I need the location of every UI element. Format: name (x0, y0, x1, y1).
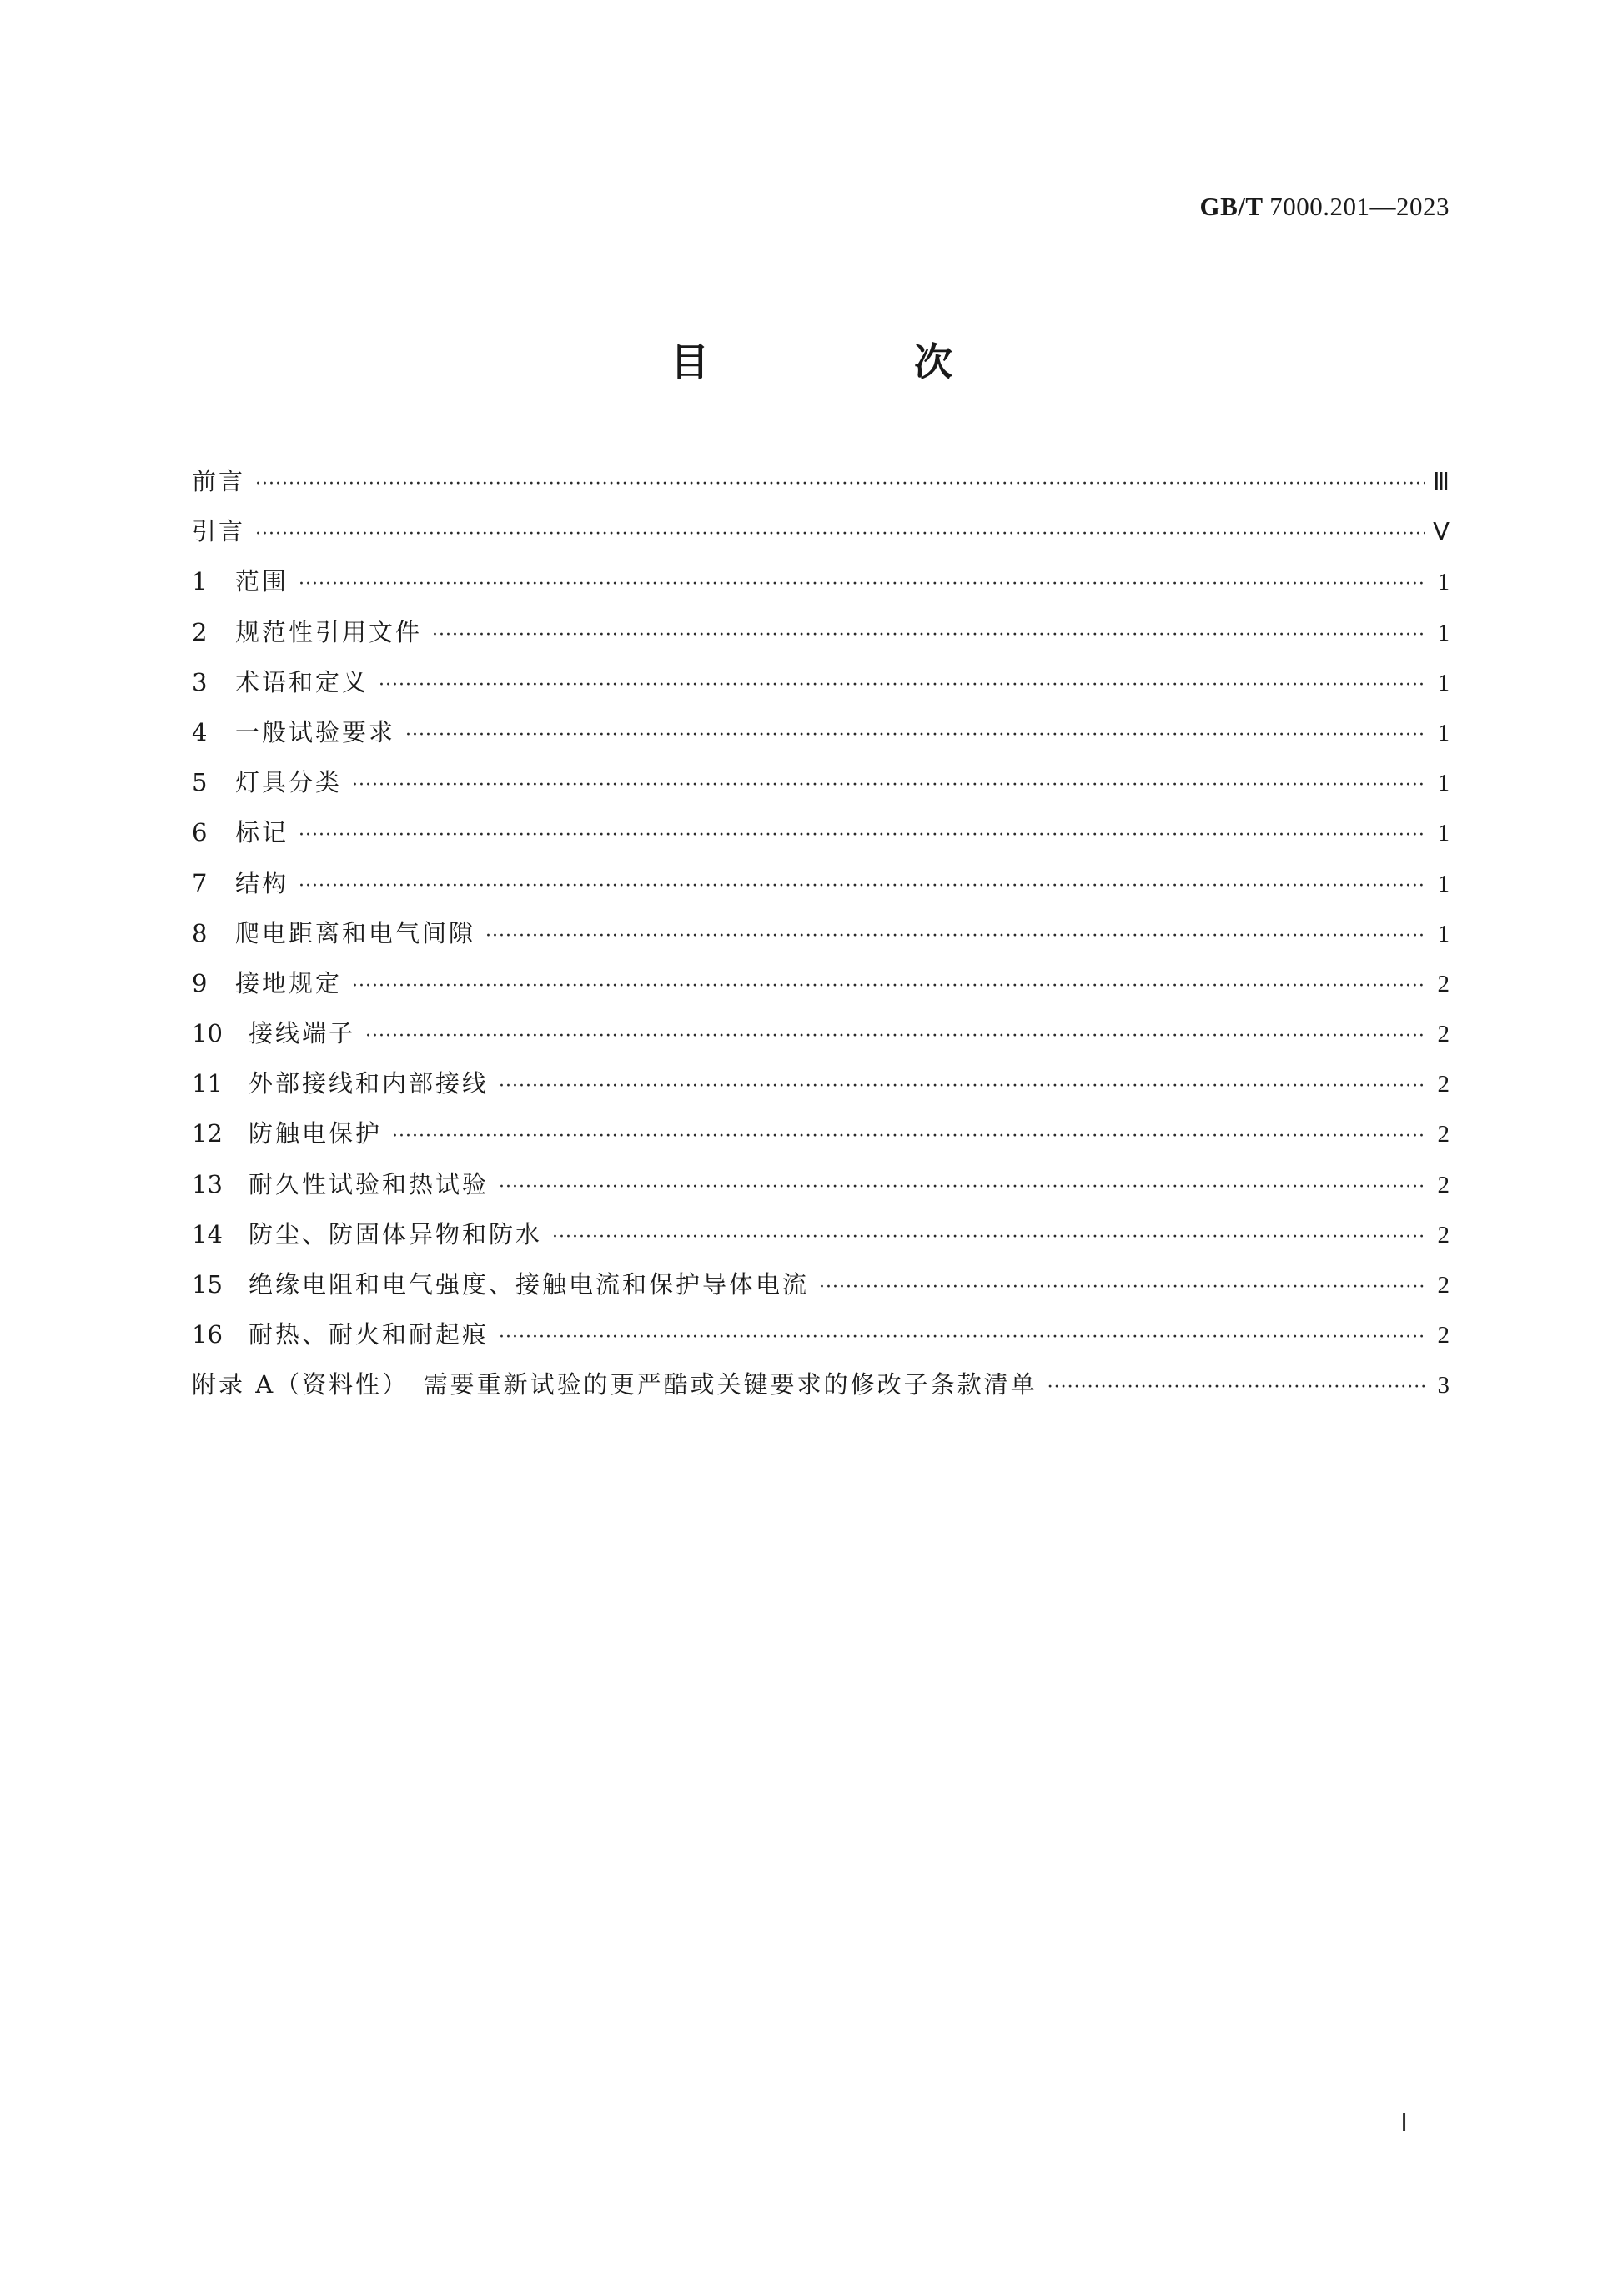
page-title: 目 次 (671, 339, 1036, 384)
toc-entry-label: 引言 (192, 517, 246, 546)
toc-entry-label: 附录 A（资料性） 需要重新试验的更严酷或关键要求的修改子条款清单 (192, 1370, 1038, 1399)
toc-dot-leader (299, 876, 1425, 897)
toc-entry-label: 灯具分类 (235, 768, 343, 797)
toc-entry-page: 1 (1437, 669, 1450, 696)
toc-entry-label: 标记 (235, 818, 289, 847)
toc-entry-label: 范围 (235, 567, 289, 596)
toc-entry-label: 防尘、防固体异物和防水 (249, 1219, 543, 1248)
toc-dot-leader (379, 675, 1425, 696)
standard-number: 7000.201—2023 (1269, 192, 1450, 221)
toc-dot-leader (299, 825, 1425, 846)
toc-dot-leader (255, 524, 1425, 545)
toc-entry-page: 1 (1437, 870, 1450, 897)
toc-entry-label: 一般试验要求 (235, 717, 396, 746)
toc-entry-number: 11 (192, 1069, 223, 1098)
toc-entry-label: 耐热、耐火和耐起痕 (249, 1320, 490, 1349)
toc-dot-leader (819, 1277, 1425, 1298)
toc-dot-leader (299, 574, 1425, 595)
toc-entry-number: 8 (192, 918, 208, 947)
toc-entry[interactable] (192, 764, 1450, 814)
toc-entry-page: 2 (1437, 1171, 1450, 1198)
toc-entry[interactable] (192, 664, 1450, 714)
toc-entry-page: 1 (1437, 920, 1450, 947)
toc-entry-number: 5 (192, 768, 208, 797)
toc-entry-number: 16 (192, 1320, 223, 1349)
toc-entry-number: 14 (192, 1219, 223, 1248)
toc-entry-page: 2 (1437, 970, 1450, 997)
standard-prefix: GB/T (1199, 192, 1263, 221)
toc-entry-page: 1 (1437, 619, 1450, 646)
toc-entry-label: 接线端子 (249, 1019, 356, 1048)
toc-dot-leader (352, 976, 1425, 997)
toc-entry-number: 10 (192, 1019, 223, 1048)
toc-entry-label: 爬电距离和电气间隙 (235, 918, 476, 947)
toc-entry-label: 结构 (235, 868, 289, 897)
page-number: Ⅰ (1400, 2109, 1408, 2137)
toc-dot-leader (552, 1227, 1425, 1248)
toc-entry-page: 3 (1437, 1372, 1450, 1399)
toc-entry-page: 1 (1437, 770, 1450, 797)
toc-entry-number: 1 (192, 567, 208, 596)
toc-entry-page: 2 (1437, 1071, 1450, 1098)
toc-entry-number: 7 (192, 868, 208, 897)
toc-entry-page: 2 (1437, 1322, 1450, 1349)
toc-dot-leader (499, 1327, 1425, 1348)
toc-entry-label: 防触电保护 (249, 1119, 383, 1148)
toc-entry[interactable] (192, 563, 1450, 613)
toc-entry[interactable] (192, 1015, 1450, 1065)
toc-entry-label: 接地规定 (235, 968, 343, 997)
toc-dot-leader (1048, 1377, 1425, 1398)
toc-entry[interactable] (192, 1216, 1450, 1266)
toc-entry[interactable] (192, 814, 1450, 864)
toc-entry[interactable] (192, 614, 1450, 664)
toc-entry-number: 13 (192, 1169, 223, 1198)
toc-entry-page: 2 (1437, 1221, 1450, 1248)
toc-entry-number: 15 (192, 1270, 223, 1299)
toc-entry[interactable] (192, 1166, 1450, 1216)
toc-entry-number: 9 (192, 968, 208, 997)
toc-entry-number: 4 (192, 717, 208, 746)
toc-entry[interactable] (192, 865, 1450, 915)
toc-dot-leader (432, 625, 1425, 646)
toc-entry-label: 耐久性试验和热试验 (249, 1169, 490, 1198)
toc-dot-leader (365, 1026, 1425, 1047)
toc-entry-page: 1 (1437, 569, 1450, 596)
toc-dot-leader (352, 775, 1425, 796)
toc-entry-page: 2 (1437, 1021, 1450, 1048)
toc-entry[interactable] (192, 463, 1450, 513)
table-of-contents (192, 463, 1450, 1417)
toc-entry[interactable] (192, 965, 1450, 1015)
toc-entry[interactable] (192, 915, 1450, 965)
toc-dot-leader (392, 1126, 1425, 1147)
toc-entry[interactable] (192, 1115, 1450, 1165)
toc-dot-leader (485, 926, 1425, 947)
toc-dot-leader (405, 725, 1425, 746)
toc-entry[interactable] (192, 1316, 1450, 1366)
toc-dot-leader (499, 1076, 1425, 1097)
toc-entry-page: 1 (1437, 820, 1450, 847)
toc-entry-label: 绝缘电阻和电气强度、接触电流和保护导体电流 (249, 1270, 810, 1299)
toc-entry-number: 12 (192, 1119, 223, 1148)
toc-dot-leader (499, 1177, 1425, 1198)
toc-entry-page: Ⅲ (1433, 469, 1450, 495)
toc-entry-label: 前言 (192, 467, 246, 495)
toc-entry[interactable] (192, 714, 1450, 764)
toc-dot-leader (255, 474, 1425, 495)
toc-entry[interactable] (192, 1266, 1450, 1316)
toc-entry[interactable] (192, 1366, 1450, 1416)
toc-entry-number: 3 (192, 667, 208, 696)
toc-entry-page: 2 (1437, 1272, 1450, 1299)
toc-entry-page: Ⅴ (1433, 519, 1450, 546)
toc-entry-number: 6 (192, 818, 208, 847)
toc-entry[interactable] (192, 1065, 1450, 1115)
toc-entry-number: 2 (192, 617, 208, 646)
toc-entry-page: 1 (1437, 719, 1450, 746)
toc-entry-label: 外部接线和内部接线 (249, 1069, 490, 1098)
standard-code (1199, 192, 1450, 222)
toc-entry-page: 2 (1437, 1121, 1450, 1148)
toc-entry-label: 术语和定义 (235, 667, 369, 696)
toc-entry-label: 规范性引用文件 (235, 617, 423, 646)
toc-entry[interactable] (192, 513, 1450, 563)
